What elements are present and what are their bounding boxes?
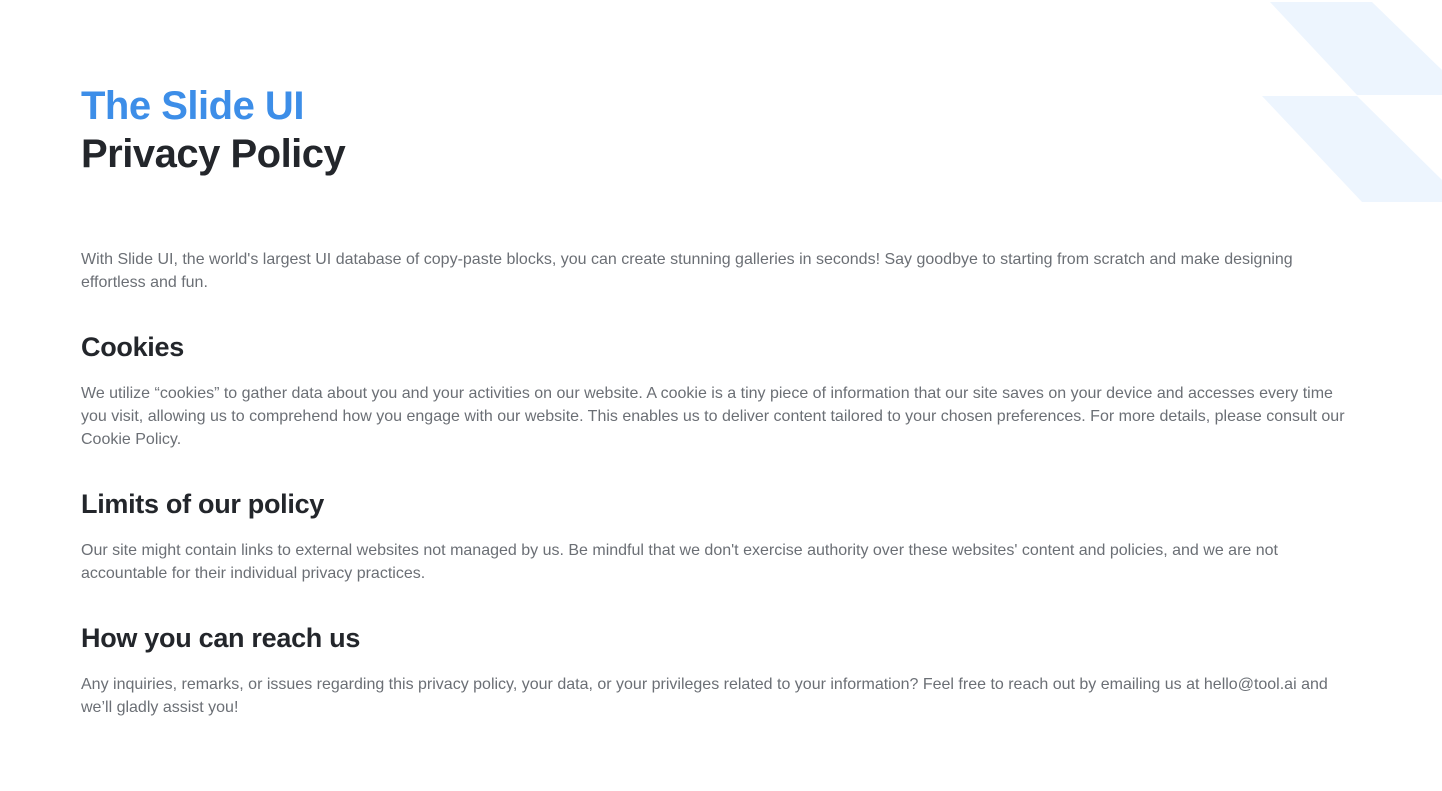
section-body-limits: Our site might contain links to external websites not managed by us. Be mindful that we don't exercise authority over these websites' content and policies, and we are not accountable for their individual privacy practices.: [81, 542, 1278, 582]
intro-paragraph: With Slide UI, the world's largest UI database of copy-paste blocks, you can create stunning galleries in seconds! Say goodbye to starting from scratch and make designing effortless and fun.: [81, 251, 1293, 291]
privacy-policy-page: [81, 82, 1351, 719]
section-body-contact: Any inquiries, remarks, or issues regarding this privacy policy, your data, or your privileges related to your information? Feel free to reach out by emailing us at hello@tool.ai and we’ll gladly assist you!: [81, 676, 1328, 716]
contact-section: [81, 621, 1351, 719]
page-title: Privacy Policy: [81, 132, 346, 176]
section-heading-cookies: Cookies: [81, 332, 184, 362]
section-heading-contact: How you can reach us: [81, 623, 361, 653]
brand-title: The Slide UI: [81, 84, 304, 128]
section-body-cookies: We utilize “cookies” to gather data about you and your activities on our website. A cookie is a tiny piece of information that our site saves on your device and accesses every time you visit, allowing us to comprehend how you engage with our website. This enables us to deliver content tailored to your chosen preferences. For more details, please consult our Cookie Policy.: [81, 385, 1345, 448]
limits-section: [81, 487, 1351, 585]
section-heading-limits: Limits of our policy: [81, 489, 325, 519]
cookies-section: [81, 330, 1351, 451]
